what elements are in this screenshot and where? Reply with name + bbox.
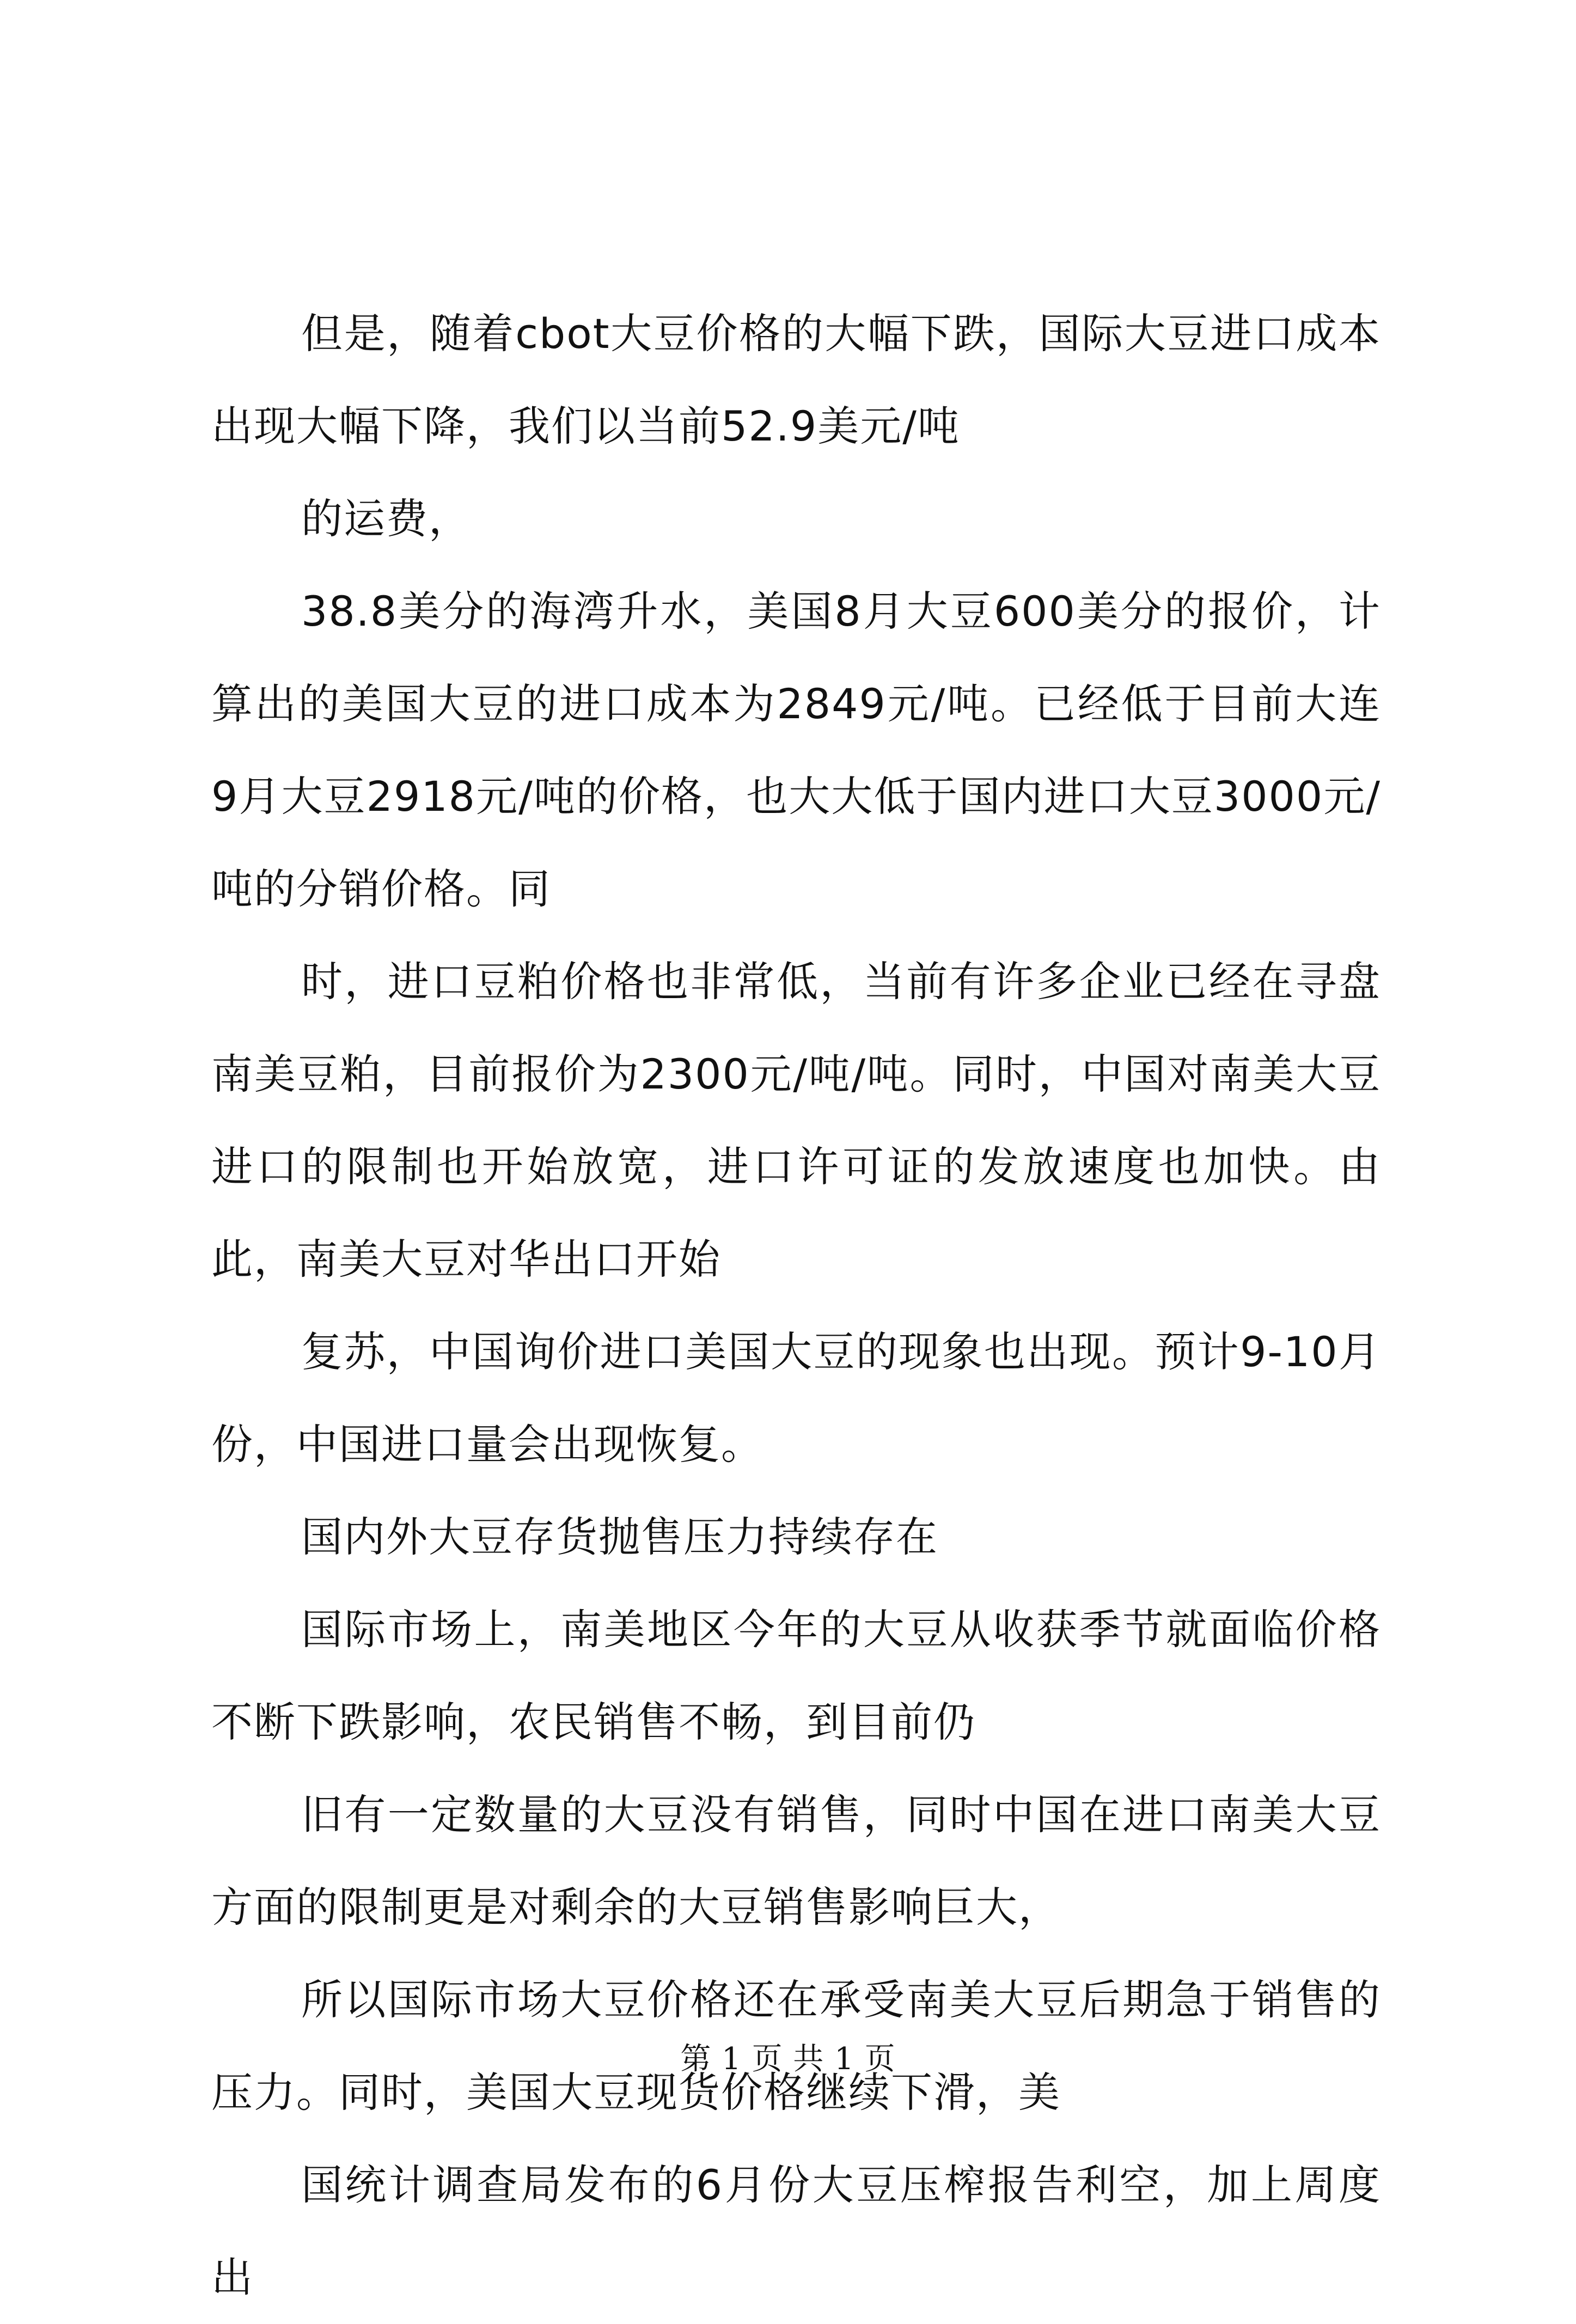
document-body: [211, 288, 1381, 2324]
paragraph: 国统计调查局发布的6月份大豆压榨报告利空，加上周度出: [211, 2161, 1381, 2302]
paragraph: 旧有一定数量的大豆没有销售，同时中国在进口南美大豆方面的限制更是对剩余的大豆销售影响巨大，: [211, 1790, 1381, 1931]
paragraph: 复苏，中国询价进口美国大豆的现象也出现。预计9-10月份，中国进口量会出现恢复。: [211, 1328, 1381, 1469]
section-heading: 国内外大豆存货抛售压力持续存在: [301, 1513, 938, 1561]
paragraph: 所以国际市场大豆价格还在承受南美大豆后期急于销售的压力。同时，美国大豆现货价格继续下滑，美: [211, 1976, 1381, 2117]
paragraph: 38.8美分的海湾升水，美国8月大豆600美分的报价，计算出的美国大豆的进口成本为2849元/吨。已经低于目前大连9月大豆2918元/吨的价格，也大大低于国内进口大豆3000元/吨的分销价格。同: [211, 587, 1381, 913]
paragraph: 时，进口豆粕价格也非常低，当前有许多企业已经在寻盘南美豆粕，目前报价为2300元/吨/吨。同时，中国对南美大豆进口的限制也开始放宽，进口许可证的发放速度也加快。由此，南美大豆对华出口开始: [211, 957, 1381, 1283]
paragraph: 国际市场上，南美地区今年的大豆从收获季节就面临价格不断下跌影响，农民销售不畅，到目前仍: [211, 1605, 1381, 1746]
page-number-footer: 第 1 页 共 1 页: [680, 2041, 896, 2077]
paragraph: 的运费，: [301, 494, 471, 543]
paragraph: 但是，随着cbot大豆价格的大幅下跌，国际大豆进口成本出现大幅下降，我们以当前52.9美元/吨: [211, 309, 1381, 450]
